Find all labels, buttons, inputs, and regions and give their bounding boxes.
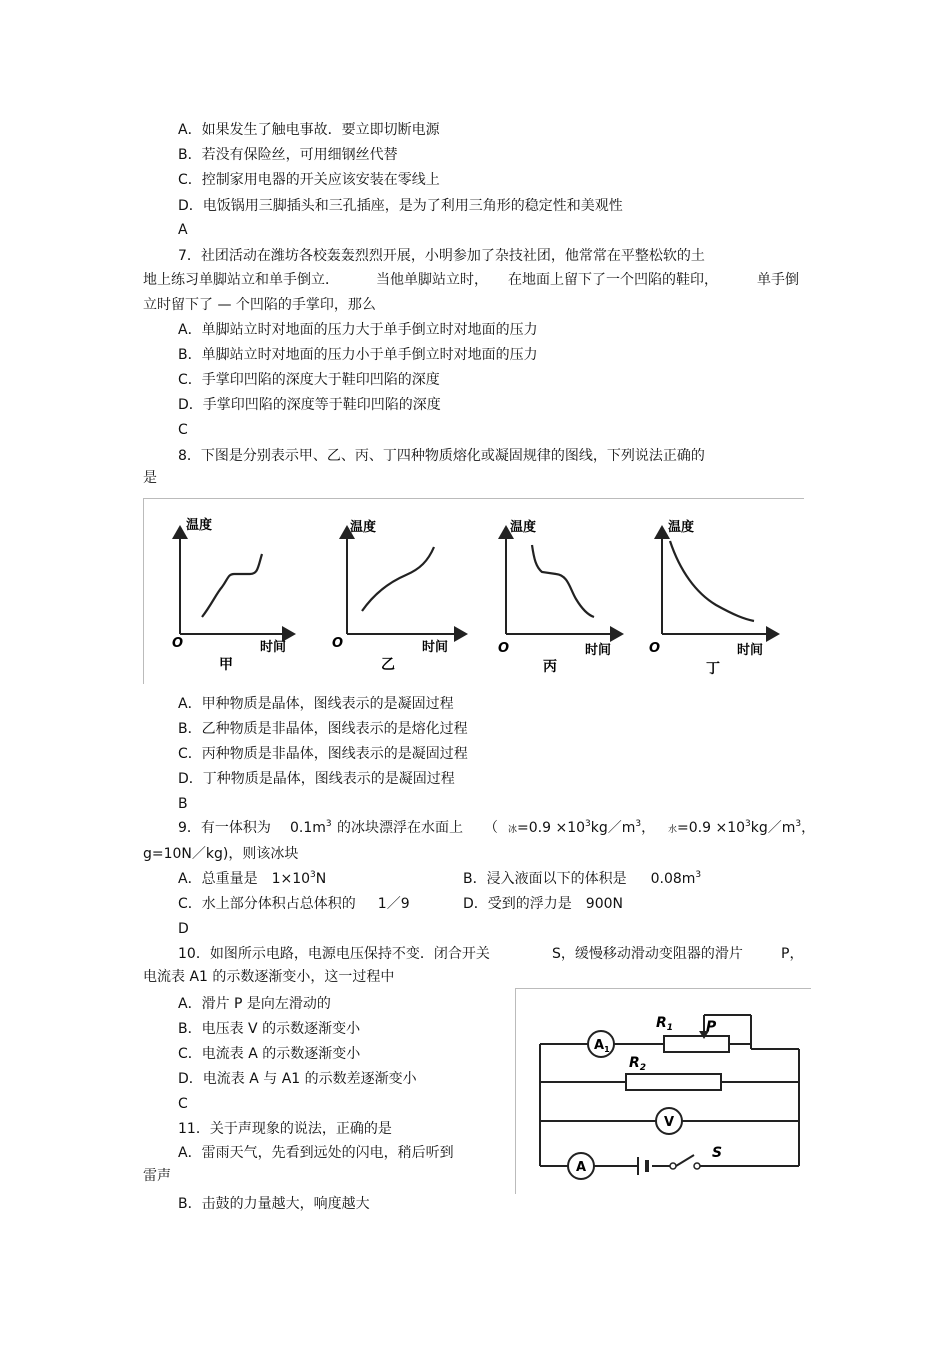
graph-ding [649, 519, 778, 677]
ammeter-a1-label: $A_1$ [594, 1038, 610, 1054]
q7-stem-line1: 7．社团活动在潍坊各校轰轰烈烈开展，小明参加了杂技社团，他常常在平整松软的土 [178, 248, 705, 264]
q11-stem: 11．关于声现象的说法，正确的是 [178, 1121, 392, 1137]
graph-yi-curve [362, 547, 434, 611]
graph-yi-ylabel: 温度 [350, 520, 377, 535]
q9-stem-line2: g=10N／kg)，则该冰块 [143, 846, 299, 862]
graph-ding-xlabel: 时间 [737, 643, 764, 658]
q11-option-b: B．击鼓的力量越大，响度越大 [178, 1196, 370, 1212]
q9-option-d: D．受到的浮力是 900N [463, 896, 623, 912]
graph-jia [172, 517, 294, 673]
q11-option-a-line2: 雷声 [143, 1168, 171, 1184]
q10-option-d: D．电流表 A 与 A1 的示数差逐渐变小 [178, 1071, 417, 1087]
graph-bing-name: 丙 [543, 659, 557, 675]
graph-ding-origin: O [649, 641, 661, 656]
q10-option-b: B．电压表 V 的示数逐渐变小 [178, 1021, 361, 1037]
q8-option-d: D．丁种物质是晶体，图线表示的是凝固过程 [178, 771, 455, 787]
graph-jia-curve [202, 554, 262, 617]
q9-stem-b: 的冰块漂浮在水面上 [337, 820, 463, 836]
graph-bing-curve [532, 545, 594, 617]
q8-answer: B [178, 796, 188, 812]
q8-option-c: C．丙种物质是非晶体，图线表示的是凝固过程 [178, 746, 468, 762]
q8-stem-line2: 是 [143, 470, 157, 486]
switch-contact [694, 1163, 700, 1169]
circuit-diagram-svg [516, 989, 811, 1194]
switch-pivot [670, 1163, 676, 1169]
graph-ding-curve [670, 541, 754, 621]
switch-s-label: S [712, 1145, 723, 1161]
temperature-graphs-svg [144, 499, 804, 684]
q10-option-a: A．滑片 P 是向左滑动的 [178, 996, 331, 1012]
q7-stem-line2d: 单手倒 [757, 272, 799, 288]
q9-rho-water: 水$=0.9 \times 10^3kg/m^3$， [668, 819, 816, 836]
q9-option-b: B．浸入液面以下的体积是 $0.08m^3$ [463, 870, 702, 887]
q6-option-b: B．若没有保险丝，可用细钢丝代替 [178, 147, 398, 163]
q9-volume: $0.1m^3$ [290, 819, 332, 836]
graph-ding-name: 丁 [706, 661, 720, 677]
q8-option-b: B．乙种物质是非晶体，图线表示的是熔化过程 [178, 721, 468, 737]
circuit-diagram-figure [515, 988, 811, 1194]
q11-option-a-line1: A．雷雨天气，先看到远处的闪电，稍后听到 [178, 1145, 454, 1161]
graph-bing-ylabel: 温度 [510, 520, 537, 535]
graph-bing-origin: O [498, 641, 510, 656]
q7-stem-line2c: 在地面上留下了一个凹陷的鞋印， [508, 272, 718, 288]
q7-option-a: A．单脚站立时对地面的压力大于单手倒立时对地面的压力 [178, 322, 538, 338]
q7-stem-line3: 立时留下了 — 个凹陷的手掌印，那么 [143, 297, 376, 313]
graph-jia-ylabel: 温度 [186, 518, 213, 533]
graph-yi-name: 乙 [381, 657, 395, 673]
q7-stem-line2a: 地上练习单脚站立和单手倒立． [143, 272, 339, 288]
q9-paren: （ [484, 820, 498, 836]
q10-stem-line1b: S，缓慢移动滑动变阻器的滑片 [552, 946, 743, 962]
ammeter-a-label: A [576, 1160, 587, 1175]
q9-stem-a: 9．有一体积为 [178, 820, 271, 836]
q10-answer: C [178, 1096, 188, 1112]
q6-answer: A [178, 222, 188, 238]
q7-option-c: C．手掌印凹陷的深度大于鞋印凹陷的深度 [178, 372, 440, 388]
resistor-r2-label: $R_2$ [629, 1055, 647, 1073]
q7-stem-line2b: 当他单脚站立时， [376, 272, 488, 288]
temperature-graphs-figure [143, 498, 804, 684]
graph-yi [332, 519, 466, 673]
q10-stem-line1a: 10．如图所示电路，电源电压保持不变．闭合开关 [178, 946, 490, 962]
graph-bing [498, 519, 622, 675]
q6-option-c: C．控制家用电器的开关应该安装在零线上 [178, 172, 440, 188]
graph-jia-xlabel: 时间 [260, 640, 287, 655]
q8-stem-line1: 8．下图是分别表示甲、乙、丙、丁四种物质熔化或凝固规律的图线，下列说法正确的 [178, 448, 705, 464]
q7-option-b: B．单脚站立时对地面的压力小于单手倒立时对地面的压力 [178, 347, 538, 363]
graph-jia-origin: O [172, 636, 184, 651]
graph-ding-ylabel: 温度 [668, 520, 695, 535]
q9-answer: D [178, 921, 189, 937]
graph-jia-name: 甲 [219, 657, 233, 673]
graph-bing-xlabel: 时间 [585, 643, 612, 658]
q9-option-a: A．总重量是 $1\times 10^3N$ [178, 870, 327, 887]
q8-option-a: A．甲种物质是晶体，图线表示的是凝固过程 [178, 696, 454, 712]
resistor-r1-label: $R_1$ [656, 1015, 674, 1033]
q6-option-a: A．如果发生了触电事故．要立即切断电源 [178, 122, 440, 138]
q7-answer: C [178, 422, 188, 438]
voltmeter-label: V [664, 1115, 675, 1130]
q9-option-c: C．水上部分体积占总体积的 1／9 [178, 896, 410, 912]
q10-option-c: C．电流表 A 的示数逐渐变小 [178, 1046, 361, 1062]
q10-stem-line1c: P， [781, 946, 804, 962]
q9-rho-ice: 冰$=0.9 \times 10^3kg/m^3$， [508, 819, 656, 836]
q6-option-d: D．电饭锅用三脚插头和三孔插座，是为了利用三角形的稳定性和美观性 [178, 198, 623, 214]
q10-stem-line2: 电流表 A1 的示数逐渐变小，这一过程中 [143, 969, 395, 985]
q7-option-d: D．手掌印凹陷的深度等于鞋印凹陷的深度 [178, 397, 441, 413]
graph-yi-xlabel: 时间 [422, 640, 449, 655]
graph-yi-origin: O [332, 636, 344, 651]
slider-p-label: P [706, 1019, 717, 1035]
